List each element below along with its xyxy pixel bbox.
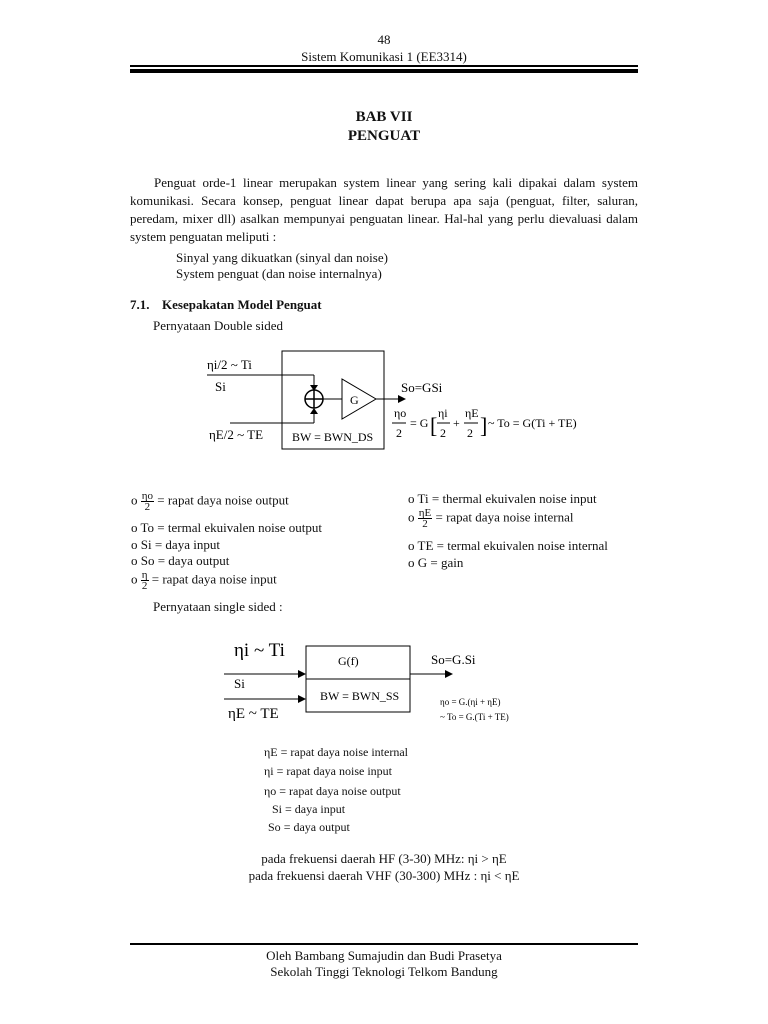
input-bottom-label-2: ηE ~ TE	[228, 706, 279, 722]
svg-text:ηi: ηi	[438, 406, 448, 420]
legend-5: So = daya output	[268, 820, 350, 834]
bullet-right-1: o Ti = thermal ekuivalen noise input	[408, 491, 597, 506]
svg-text:2: 2	[396, 426, 402, 440]
eq-right: ~ To = G(Ti + TE)	[488, 416, 577, 430]
input-top-label-2: ηi ~ Ti	[234, 640, 285, 661]
section-title: Kesepakatan Model Penguat	[162, 297, 322, 312]
bandwidth-label: BW = BWN_DS	[292, 430, 374, 444]
bullet-left-2: o To = termal ekuivalen noise output	[131, 520, 323, 535]
output-arrow-icon-2	[445, 670, 453, 678]
note-vhf: pada frekuensi daerah VHF (30-300) MHz : ηi < ηE	[248, 868, 520, 883]
chapter-number: BAB VII	[355, 109, 413, 125]
note-hf: pada frekuensi daerah HF (3-30) MHz: ηi > ηE	[261, 851, 507, 866]
gf-label: G(f)	[338, 654, 359, 668]
double-sided-label: Pernyataan Double sided	[153, 318, 283, 333]
legend-2: ηi = rapat daya noise input	[264, 764, 393, 778]
header-rule-thin	[130, 65, 638, 67]
bandwidth-label-2: BW = BWN_SS	[320, 689, 400, 703]
output-arrow-icon	[398, 395, 406, 403]
bullet-right-3: o TE = termal ekuivalen noise internal	[408, 538, 608, 553]
svg-text:+: +	[453, 416, 460, 430]
footer-rule	[130, 943, 638, 945]
single-sided-label: Pernyataan single sided :	[153, 599, 283, 614]
svg-text:2: 2	[467, 426, 473, 440]
bullet-left-3: o Si = daya input	[131, 537, 220, 552]
svg-text:[: [	[430, 413, 438, 438]
svg-text:ηE: ηE	[465, 406, 479, 420]
header-rule-thick	[130, 69, 638, 73]
section-number: 7.1.	[130, 297, 150, 312]
legend-4: Si = daya input	[272, 802, 346, 816]
bullet-right-4: o G = gain	[408, 555, 464, 570]
gain-triangle-icon	[342, 379, 376, 419]
svg-text:]: ]	[480, 413, 488, 438]
bullet-right-2: o $\frac{\eta E}{2}$ = rapat daya noise internal	[408, 507, 574, 530]
eq-mid: = G	[410, 416, 429, 430]
eq2-label: ~ To = G.(Ti + TE)	[440, 712, 509, 722]
legend-3: ηo = rapat daya noise output	[264, 784, 401, 798]
eq1-label: ηo = G.(ηi + ηE)	[440, 697, 501, 707]
eq-num: ηo	[394, 406, 407, 420]
legend-1: ηE = rapat daya noise internal	[264, 745, 408, 759]
double-sided-diagram	[190, 345, 610, 455]
output-label-2: So=G.Si	[431, 652, 476, 667]
intro-item-1: Sinyal yang dikuatkan (sinyal dan noise)	[176, 250, 388, 265]
footer-institution: Sekolah Tinggi Teknologi Telkom Bandung	[270, 964, 498, 979]
bullet-left-5: o $\frac{\eta}{2}$ = rapat daya noise input	[131, 569, 277, 592]
footer-authors: Oleh Bambang Sumajudin dan Budi Prasetya	[266, 948, 502, 963]
bullet-left-4: o So = daya output	[131, 553, 230, 568]
page-number: 48	[377, 32, 391, 47]
bullet-left-1: o $\frac{\eta o}{2}$ = rapat daya noise output	[131, 490, 289, 513]
input-si-label: Si	[215, 379, 226, 394]
output-label: So=GSi	[401, 380, 443, 395]
arrow-bottom-icon	[298, 695, 306, 703]
svg-text:2: 2	[440, 426, 446, 440]
arrow-top-icon	[298, 670, 306, 678]
intro-item-2: System penguat (dan noise internalnya)	[176, 266, 382, 281]
chapter-title: PENGUAT	[347, 128, 421, 144]
intro-paragraph: Penguat orde-1 linear merupakan system linear yang sering kali dipakai dalam system komunikasi. Secara konsep, penguat linear dapat berupa apa saja (penguat, filter, saluran, peredam, mixer dll) asalkan mempunyai penguatan linear. Hal-hal yang perlu dievaluasi dalam system penguatan meliputi :	[130, 175, 638, 244]
running-header: Sistem Komunikasi 1 (EE3314)	[301, 49, 467, 64]
input-top-label: ηi/2 ~ Ti	[207, 357, 252, 372]
input-bottom-label: ηE/2 ~ TE	[209, 427, 264, 442]
gain-label: G	[350, 393, 359, 407]
single-sided-diagram	[220, 630, 550, 730]
input-si-label-2: Si	[234, 676, 245, 691]
